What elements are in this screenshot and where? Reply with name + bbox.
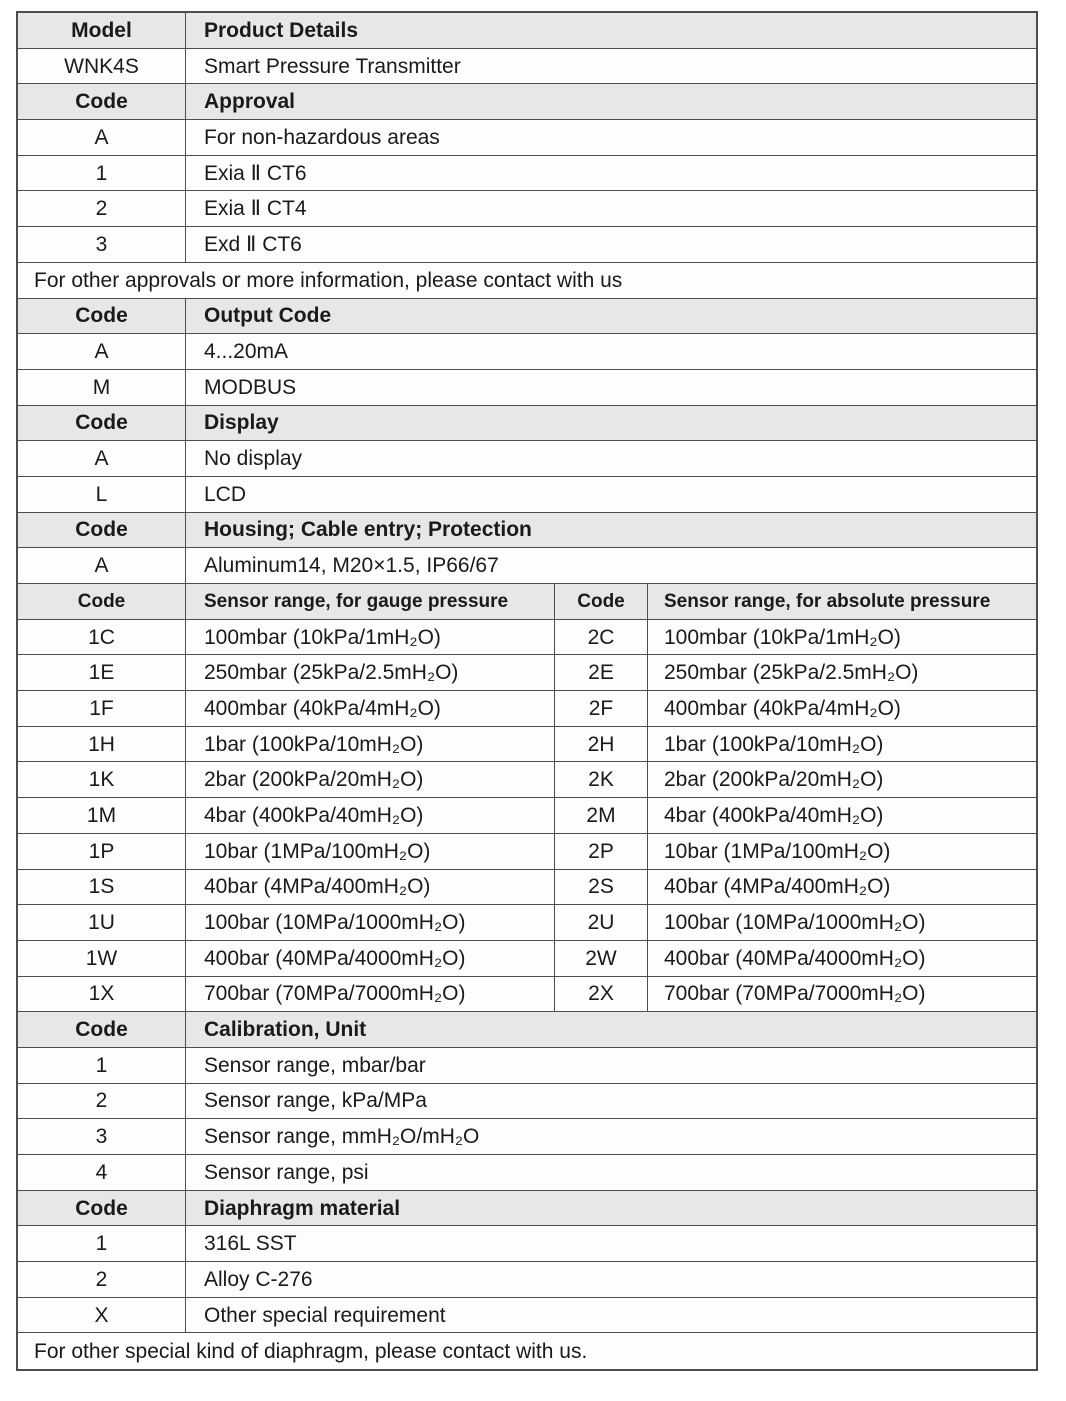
table-row (18, 156, 1036, 192)
code-header-cell: Code (18, 84, 186, 119)
absolute-code-cell: 2X (555, 977, 648, 1012)
sensor-range-row (18, 941, 1036, 977)
gauge-code-cell: 1X (18, 977, 186, 1012)
gauge-range-cell: 400bar (40MPa/4000mH₂O) (186, 941, 555, 976)
sensor-range-row (18, 977, 1036, 1013)
table-row (18, 1155, 1036, 1191)
code-header-cell: Code (18, 1012, 186, 1047)
absolute-code-cell: 2W (555, 941, 648, 976)
sensor-range-row (18, 905, 1036, 941)
detail-cell: Exia Ⅱ CT6 (204, 161, 307, 185)
gauge-code-header-cell: Code (18, 584, 186, 619)
detail-header-cell: Display (204, 411, 279, 435)
absolute-code-cell: 2F (555, 691, 648, 726)
absolute-range-cell: 250mbar (25kPa/2.5mH₂O) (664, 661, 919, 685)
gauge-range-cell: 100bar (10MPa/1000mH₂O) (186, 905, 555, 940)
section-header-row (18, 299, 1036, 335)
detail-cell: Sensor range, kPa/MPa (204, 1089, 427, 1113)
table-row (18, 191, 1036, 227)
code-cell: 3 (18, 1119, 186, 1154)
absolute-code-cell: 2U (555, 905, 648, 940)
absolute-range-cell: 100mbar (10kPa/1mH₂O) (664, 625, 901, 649)
absolute-range-cell: 400mbar (40kPa/4mH₂O) (664, 696, 901, 720)
absolute-code-cell: 2S (555, 870, 648, 905)
note-row (18, 263, 1036, 299)
table-row (18, 49, 1036, 85)
sensor-range-row (18, 762, 1036, 798)
absolute-range-cell: 2bar (200kPa/20mH₂O) (664, 768, 884, 792)
absolute-code-cell: 2H (555, 727, 648, 762)
section-header-row (18, 1012, 1036, 1048)
table-row (18, 1119, 1036, 1155)
detail-cell: Other special requirement (204, 1303, 446, 1327)
gauge-code-cell: 1U (18, 905, 186, 940)
table-row (18, 1298, 1036, 1334)
gauge-range-cell: 2bar (200kPa/20mH₂O) (186, 762, 555, 797)
gauge-code-cell: 1M (18, 798, 186, 833)
code-cell: 1 (18, 1048, 186, 1083)
sensor-range-row (18, 655, 1036, 691)
code-cell: 2 (18, 1084, 186, 1119)
note-text: For other approvals or more information, please contact with us (34, 268, 623, 292)
sensor-range-row (18, 691, 1036, 727)
detail-cell: Alloy C-276 (204, 1267, 313, 1291)
detail-cell: Aluminum14, M20×1.5, IP66/67 (204, 554, 499, 578)
table-row (18, 1262, 1036, 1298)
absolute-code-cell: 2M (555, 798, 648, 833)
detail-cell: No display (204, 447, 303, 471)
code-header-cell: Model (18, 13, 186, 48)
detail-cell: 4...20mA (204, 340, 289, 364)
detail-cell: Sensor range, mmH₂O/mH₂O (204, 1125, 480, 1149)
table-row (18, 548, 1036, 584)
absolute-range-cell: 10bar (1MPa/100mH₂O) (664, 839, 891, 863)
detail-header-cell: Product Details (204, 18, 359, 42)
absolute-range-header-cell: Sensor range, for absolute pressure (664, 590, 991, 612)
gauge-code-cell: 1F (18, 691, 186, 726)
product-spec-table (16, 11, 1038, 1371)
absolute-range-cell: 40bar (4MPa/400mH₂O) (664, 875, 891, 899)
code-cell: 2 (18, 1262, 186, 1297)
gauge-code-cell: 1W (18, 941, 186, 976)
code-header-cell: Code (18, 1191, 186, 1226)
gauge-range-cell: 4bar (400kPa/40mH₂O) (186, 798, 555, 833)
section-header-row (18, 84, 1036, 120)
code-cell: A (18, 120, 186, 155)
code-cell: 1 (18, 1226, 186, 1261)
code-cell: 2 (18, 191, 186, 226)
table-row (18, 1048, 1036, 1084)
detail-header-cell: Housing; Cable entry; Protection (204, 518, 532, 542)
absolute-range-cell: 100bar (10MPa/1000mH₂O) (664, 911, 926, 935)
code-header-cell: Code (18, 299, 186, 334)
code-cell: 1 (18, 156, 186, 191)
detail-cell: MODBUS (204, 375, 297, 399)
gauge-range-cell: 40bar (4MPa/400mH₂O) (186, 870, 555, 905)
gauge-range-cell: 10bar (1MPa/100mH₂O) (186, 834, 555, 869)
gauge-code-cell: 1P (18, 834, 186, 869)
gauge-range-cell: 250mbar (25kPa/2.5mH₂O) (186, 655, 555, 690)
gauge-range-cell: 100mbar (10kPa/1mH₂O) (186, 620, 555, 655)
code-header-cell: Code (18, 406, 186, 441)
table-row (18, 227, 1036, 263)
sensor-range-row (18, 798, 1036, 834)
detail-header-cell: Calibration, Unit (204, 1018, 367, 1042)
absolute-code-header-cell: Code (555, 584, 648, 619)
gauge-range-cell: 700bar (70MPa/7000mH₂O) (186, 977, 555, 1012)
gauge-range-cell: 1bar (100kPa/10mH₂O) (186, 727, 555, 762)
absolute-range-cell: 700bar (70MPa/7000mH₂O) (664, 982, 926, 1006)
code-cell: A (18, 548, 186, 583)
note-row (18, 1333, 1036, 1369)
code-cell: L (18, 477, 186, 512)
code-cell: WNK4S (18, 49, 186, 84)
table-row (18, 441, 1036, 477)
sensor-range-header-row (18, 584, 1036, 620)
section-header-row (18, 513, 1036, 549)
gauge-code-cell: 1S (18, 870, 186, 905)
code-header-cell: Code (18, 513, 186, 548)
section-header-row (18, 406, 1036, 442)
detail-cell: For non-hazardous areas (204, 125, 440, 149)
section-header-row (18, 1191, 1036, 1227)
note-text: For other special kind of diaphragm, please contact with us. (34, 1339, 588, 1363)
code-cell: 3 (18, 227, 186, 262)
table-row (18, 1226, 1036, 1262)
code-cell: M (18, 370, 186, 405)
detail-cell: Sensor range, mbar/bar (204, 1053, 426, 1077)
gauge-code-cell: 1E (18, 655, 186, 690)
absolute-code-cell: 2C (555, 620, 648, 655)
table-row (18, 334, 1036, 370)
detail-header-cell: Approval (204, 90, 296, 114)
absolute-code-cell: 2E (555, 655, 648, 690)
absolute-code-cell: 2K (555, 762, 648, 797)
detail-cell: LCD (204, 482, 247, 506)
gauge-range-cell: 400mbar (40kPa/4mH₂O) (186, 691, 555, 726)
code-cell: 4 (18, 1155, 186, 1190)
code-cell: A (18, 441, 186, 476)
table-row (18, 120, 1036, 156)
section-header-row (18, 13, 1036, 49)
table-row (18, 477, 1036, 513)
sensor-range-row (18, 834, 1036, 870)
sensor-range-row (18, 620, 1036, 656)
code-cell: A (18, 334, 186, 369)
detail-header-cell: Diaphragm material (204, 1196, 401, 1220)
absolute-range-cell: 1bar (100kPa/10mH₂O) (664, 732, 884, 756)
code-cell: X (18, 1298, 186, 1333)
gauge-code-cell: 1K (18, 762, 186, 797)
absolute-code-cell: 2P (555, 834, 648, 869)
detail-cell: Exia Ⅱ CT4 (204, 197, 307, 221)
detail-cell: 316L SST (204, 1232, 297, 1256)
sensor-range-row (18, 870, 1036, 906)
table-row (18, 1084, 1036, 1120)
gauge-code-cell: 1C (18, 620, 186, 655)
table-row (18, 370, 1036, 406)
detail-header-cell: Output Code (204, 304, 332, 328)
detail-cell: Sensor range, psi (204, 1160, 369, 1184)
sensor-range-row (18, 727, 1036, 763)
detail-cell: Smart Pressure Transmitter (204, 54, 461, 78)
gauge-code-cell: 1H (18, 727, 186, 762)
absolute-range-cell: 4bar (400kPa/40mH₂O) (664, 803, 884, 827)
gauge-range-header-cell: Sensor range, for gauge pressure (186, 584, 555, 619)
detail-cell: Exd Ⅱ CT6 (204, 232, 302, 256)
absolute-range-cell: 400bar (40MPa/4000mH₂O) (664, 946, 926, 970)
